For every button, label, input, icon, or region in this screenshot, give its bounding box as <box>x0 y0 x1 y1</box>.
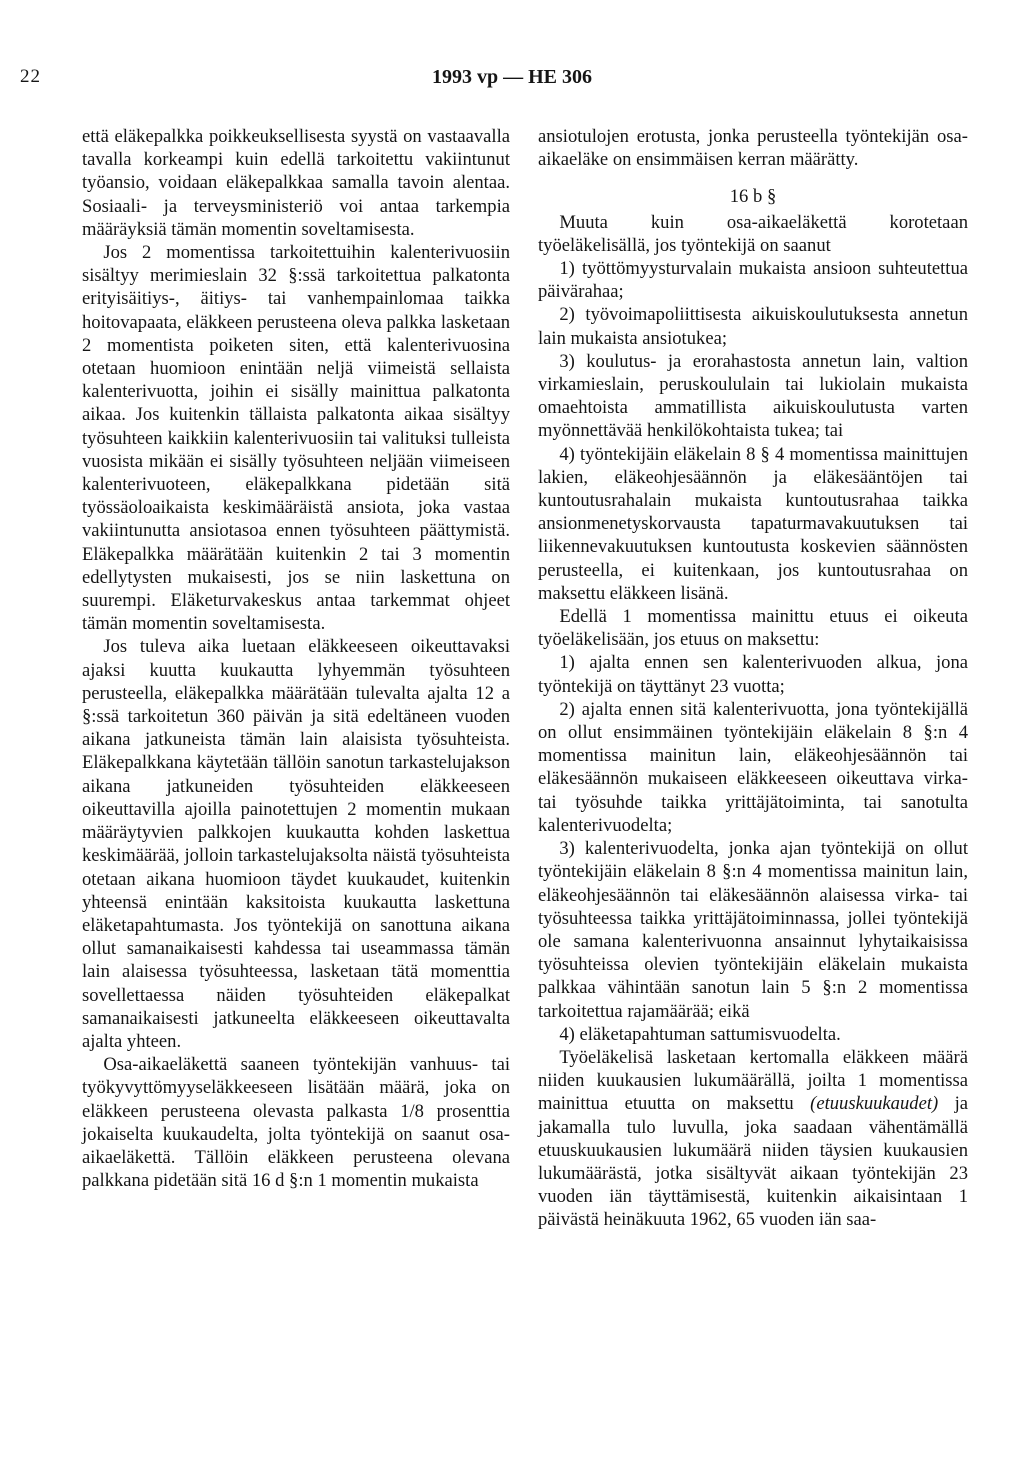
section-heading: 16 b § <box>729 186 777 208</box>
left-column <box>82 125 510 1192</box>
text-span: Työeläkelisä lasketaan kertomalla eläkkeen määrä niiden kuukausien lukumäärällä, joilta 1 momentissa mainittua etuutta on maksettu <box>538 1046 968 1115</box>
paragraph: Jos 2 momentissa tarkoitettuihin kalenterivuosiin sisältyy merimieslain 32 §:ssä tarkoitettua palkatonta erityisäitiys-, äitiys- tai vanhempainlomaa taikka hoitovapaata, eläkkeen perusteena oleva palkka lasketaan 2 momentista poiketen siten, että kalenterivuosina otetaan huomioon enintään neljä viimeistä sellaista kalenterivuotta, joihin ei sisälly mainittua palkatonta aikaa. Jos kuitenkin tällaista palkatonta aikaa sisältyy työsuhteen kaikkiin kalenterivuosiin tai valituksi tulleista vuosista mikään ei sisälly työsuhteen neljään viimeiseen kalenterivuoteen, eläkepalkkana pidetään sitä työssäoloaikaista keskimääräistä ansiota, joka vastaa vakiintunutta ansiotasoa ennen työsuhteen päättymistä. Eläkepalkka määrätään kuitenkin 2 tai 3 momentin edellytysten mukaisesti, jos se niin laskettuna on suurempi. Eläketurvakeskus antaa tarkemmat ohjeet tämän momentin soveltamisesta. <box>82 242 510 635</box>
list-item: 1) ajalta ennen sen kalenterivuoden alkua, jona työntekijä on täyttänyt 23 vuotta; <box>538 652 968 697</box>
paragraph: Osa-aikaeläkettä saaneen työntekijän vanhuus- tai työkyvyttömyyseläkkeeseen lisätään määrä, joka on eläkkeen perusteena olevasta palkasta 1/8 prosenttia jokaiselta kuukaudelta, jolta työntekijä on saanut osa-aikaeläkettä. Tällöin eläkkeen perusteena olevana palkkana pidetään sitä 16 d §:n 1 momentin mukaista <box>82 1054 510 1192</box>
list-item: 3) koulutus- ja erorahastosta annetun lain, valtion virkamieslain, peruskoululain tai lukiolain mukaista omaehtoista ammatillista aikuiskoulutusta varten myönnettävää henkilökohtaista tukea; tai <box>538 350 968 442</box>
defined-term: (etuuskuukaudet) <box>810 1093 939 1115</box>
right-column <box>538 125 968 1232</box>
list-item: 4) eläketapahtuman sattumisvuodelta. <box>559 1023 841 1045</box>
paragraph <box>538 1046 968 1232</box>
list-item: 3) kalenterivuodelta, jonka ajan työntekijä on ollut työntekijäin eläkelain 8 §:n 4 momentissa mainitun lain, eläkeohjesäännön tai eläkesäännön alaisessa virka- tai työsuhteessa taikka yrittäjätoiminnassa, jollei työntekijä ole samana kalenterivuonna ansainnut lyhytaikaisissa työsuhteissa olevien työntekijäin eläkelain mukaista palkkaa vähintään sanotun lain 5 §:n 2 momentissa tarkoitettua rajamäärää; eikä <box>538 838 968 1022</box>
paragraph: Muuta kuin osa-aikaeläkettä korotetaan työeläkelisällä, jos työntekijä on saanut <box>538 211 968 256</box>
paragraph: että eläkepalkka poikkeuksellisesta syystä on vastaavalla tavalla korkeampi kuin edellä tarkoitettu vakiintunut työansio, voidaan eläkepalkkaa samalla tavoin alentaa. Sosiaali- ja terveysministeriö voi antaa tarkempia määräyksiä tämän momentin soveltamisesta. <box>82 126 510 240</box>
list-item: 4) työntekijäin eläkelain 8 § 4 momentissa mainittujen lakien, eläkeohjesäännön ja eläkesääntöjen tai kuntoutusrahalain mukaista kuntoutusrahaa taikka ansionmenetyskorvausta tapaturmavakuutuksen tai liikennevakuutuksen kuntoutusta koskevien säännösten perusteella, ei kuitenkaan, jos kuntoutusrahaa on maksettu eläkkeen lisänä. <box>538 443 968 604</box>
list-item: 2) työvoimapoliittisesta aikuiskoulutuksesta annetun lain mukaista ansiotukea; <box>538 304 968 349</box>
paragraph: ansiotulojen erotusta, jonka perusteella työntekijän osa-aikaeläke on ensimmäisen kerran määrätty. <box>538 126 968 171</box>
paragraph: Edellä 1 momentissa mainittu etuus ei oikeuta työeläkelisään, jos etuus on maksettu: <box>538 606 968 651</box>
paragraph: Jos tuleva aika luetaan eläkkeeseen oikeuttavaksi ajaksi kuutta kuukautta lyhyemmän työsuhteen perusteella, eläkepalkka määrätään tulevalta ajalta 12 a §:ssä tarkoitetun 360 päivän ja sitä edeltäneen vuoden aikana jatkuneista tämän lain alaisista työsuhteista. Eläkepalkkana käytetään tällöin sanotun tarkastelujakson aikana jatkuneiden työsuhteiden eläkkeeseen oikeuttavilla ajoilla painotettujen 2 momentin mukaan määräytyvien palkkojen kuukautta kohden laskettua keskimäärää, jolloin tarkastelujaksolta näistä työsuhteista otetaan aikana huomioon täydet kuukaudet, kuitenkin yhteensä enintään kaksitoista kuukautta laskettuna eläketapahtumasta. Jos työntekijä on sanottuna aikana ollut samanaikaisesti kahdessa tai useammassa tämän lain alaisessa työsuhteessa, lasketaan tätä momenttia sovellettaessa näiden työsuhteiden eläkepalkat samanaikaisesti jatkuneelta eläkkeeseen oikeuttavalta ajalta yhteen. <box>82 636 510 1052</box>
list-item: 1) työttömyysturvalain mukaista ansioon suhteutettua päivärahaa; <box>538 258 968 303</box>
list-item: 2) ajalta ennen sitä kalenterivuotta, jona työntekijällä on ollut ensimmäinen työntekijäin eläkelain 8 §:n 4 momentissa mainitun lain, eläkeohjesäännön tai eläkesäännön mukaiseen eläkkeeseen oikeuttava virka- tai työsuhde taikka yrittäjätoiminta, tai sanotulta kalenterivuodelta; <box>538 698 968 836</box>
running-title: 1993 vp — HE 306 <box>431 66 593 88</box>
text-span: ja jakamalla tulo luvulla, joka saadaan vähentämällä etuuskuukausien lukumäärä niiden täysien kuukausien lukumäärästä, jotka sisältyvät aikaan työntekijän 23 vuoden iän täyttämisestä, kuitenkin aikaisintaan 1 päivästä heinäkuuta 1962, 65 vuoden iän saa- <box>538 1093 969 1231</box>
page-number: 22 <box>20 66 41 87</box>
